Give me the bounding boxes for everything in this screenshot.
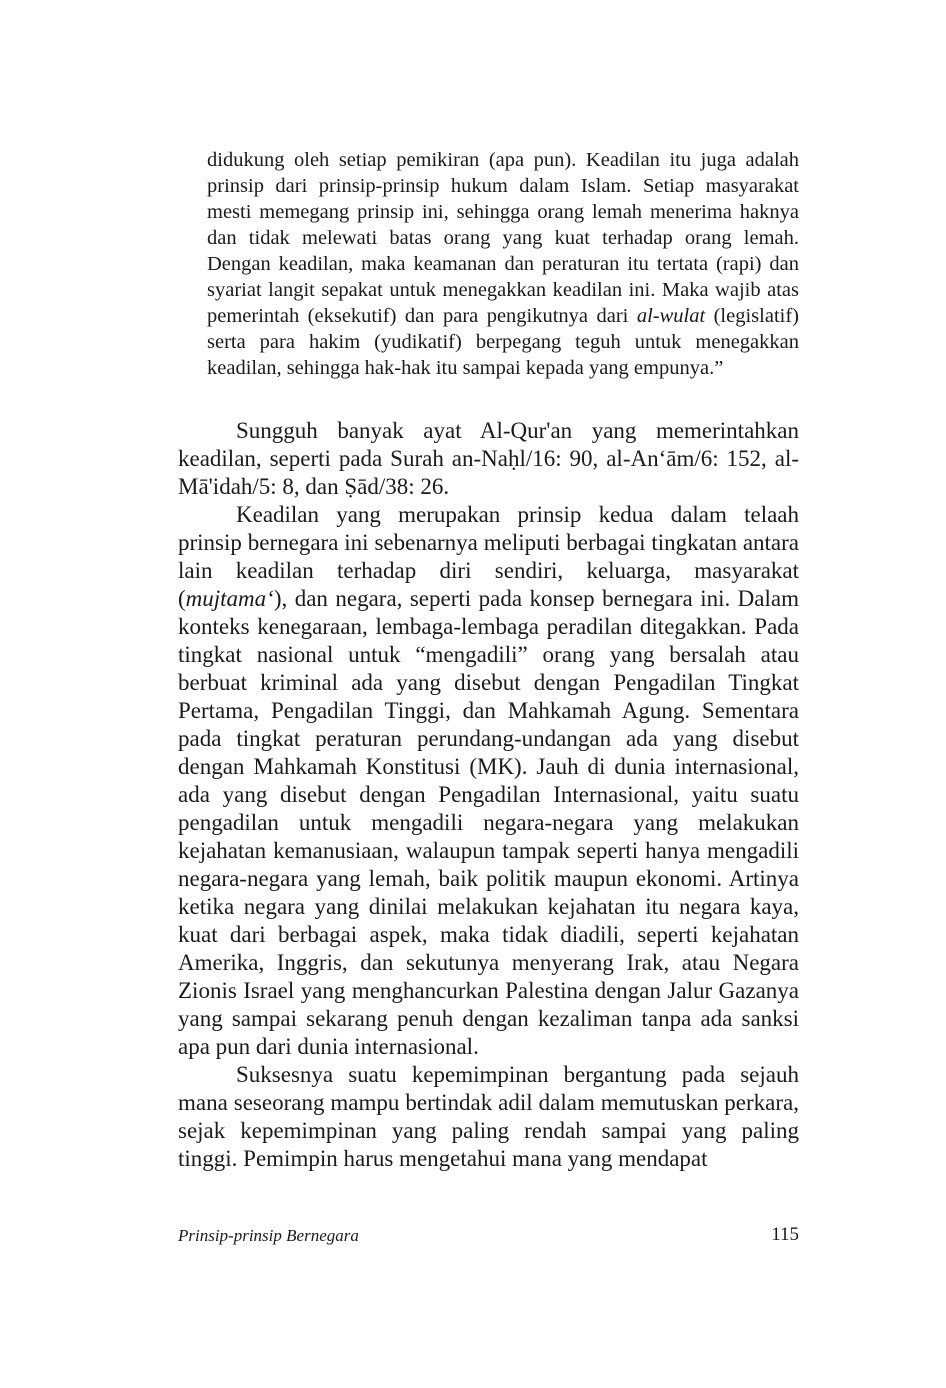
paragraph-2-text-part2: ), dan negara, seperti pada konsep bernegara ini. Dalam konteks kenegaraan, lembaga-lembaga peradilan ditegakkan. Pada tingkat nasional untuk “mengadili” orang yang bersalah atau berbuat kriminal ada yang disebut dengan Pengadilan Tingkat Pertama, Pengadilan Tinggi, dan Mahkamah Agung. Sementara pada tingkat peraturan perundang-undangan ada yang disebut dengan Mahkamah Konstitusi (MK). Jauh di dunia internasional, ada yang disebut dengan Pengadilan Internasional, yaitu suatu pengadilan untuk mengadili negara-negara yang melakukan kejahatan kemanusiaan, walaupun tampak seperti hanya mengadili negara-negara yang lemah, baik politik maupun ekonomi. Artinya ketika negara yang dinilai melakukan kejahatan itu negara kaya, kuat dari berbagai aspek, maka tidak diadili, seperti kejahatan Amerika, Inggris, dan sekutunya menyerang Irak, atau Negara Zionis Israel yang menghancurkan Palestina dengan Jalur Gazanya yang sampai sekarang penuh dengan kezaliman tanpa ada sanksi apa pun dari dunia internasional. [178, 586, 799, 1059]
paragraph-1 [178, 417, 799, 501]
block-quote [207, 147, 799, 381]
quote-text-part2: (legislatif) serta para hakim (yudikatif) berpegang teguh untuk menegakkan keadilan, sehingga hak-hak itu sampai kepada yang empunya.” [207, 305, 799, 379]
paragraph-1-text: Sungguh banyak ayat Al-Qur'an yang memerintahkan keadilan, seperti pada Surah an-Naḥl/16: 90, al-An‘ām/6: 152, al-Mā'idah/5: 8, dan Ṣād/38: 26. [178, 418, 799, 499]
quote-text-part1: didukung oleh setiap pemikiran (apa pun). Keadilan itu juga adalah prinsip dari prinsip-prinsip hukum dalam Islam. Setiap masyarakat mesti memegang prinsip ini, sehingga orang lemah menerima haknya dan tidak melewati batas orang yang kuat terhadap orang lemah. Dengan keadilan, maka keamanan dan peraturan itu tertata (rapi) dan syariat langit sepakat untuk menegakkan keadilan ini. Maka wajib atas pemerintah (eksekutif) dan para pengikutnya dari [207, 149, 799, 327]
paragraph-3 [178, 1061, 799, 1173]
quote-italic-term: al-wulat [636, 305, 706, 327]
paragraph-2-text-part1: Keadilan yang merupakan prinsip kedua dalam telaah prinsip bernegara ini sebenarnya meliputi berbagai tingkatan antara lain keadilan terhadap diri sendiri, keluarga, masyarakat ( [178, 502, 799, 611]
running-title: Prinsip-prinsip Bernegara [178, 1226, 359, 1245]
paragraph-3-text: Suksesnya suatu kepemimpinan bergantung pada sejauh mana seseorang mampu bertindak adil dalam memutuskan perkara, sejak kepemimpinan yang paling rendah sampai yang paling tinggi. Pemimpin harus mengetahui mana yang mendapat [178, 1062, 799, 1171]
body-text [178, 417, 799, 1173]
paragraph-2-italic-term: mujtama‘ [185, 586, 274, 611]
page-footer [178, 1224, 799, 1248]
page-number: 115 [771, 1224, 799, 1245]
paragraph-2 [178, 501, 799, 1061]
